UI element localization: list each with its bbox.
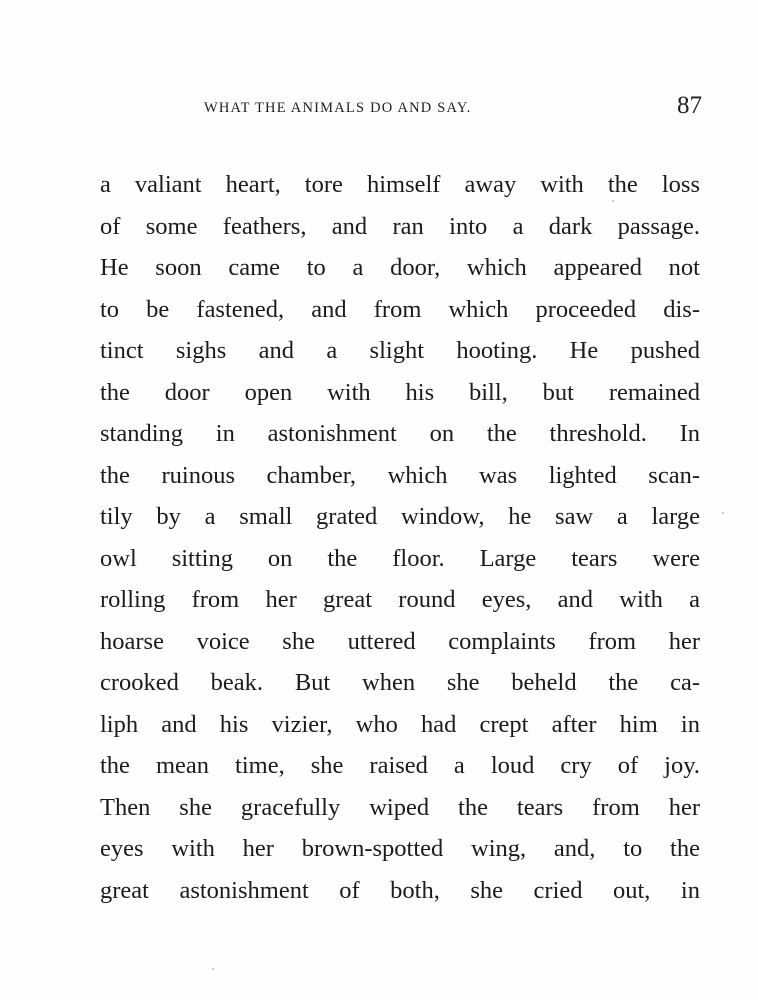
page-number: 87 — [677, 92, 702, 119]
running-title: WHAT THE ANIMALS DO AND SAY. — [204, 100, 472, 116]
text-line: Then she gracefully wiped the tears from her — [100, 793, 700, 821]
text-line: He soon came to a door, which appeared not — [100, 254, 700, 281]
text-line: the door open with his bill, but remained — [100, 378, 700, 406]
text-line: the mean time, she raised a loud cry of joy. — [100, 752, 700, 779]
paper-speck — [722, 512, 724, 514]
text-line: liph and his vizier, who had crept after him in — [100, 710, 700, 738]
text-line: of some feathers, and ran into a dark passage. — [100, 212, 700, 240]
text-line: owl sitting on the floor. Large tears were — [100, 544, 700, 572]
text-line: great astonishment of both, she cried out, in — [100, 876, 700, 904]
body-text — [100, 164, 700, 911]
paper-speck — [612, 200, 614, 202]
text-line: to be fastened, and from which proceeded dis- — [100, 295, 700, 323]
text-line: the ruinous chamber, which was lighted scan- — [100, 461, 700, 489]
text-line: eyes with her brown-spotted wing, and, to the — [100, 835, 700, 862]
text-line: rolling from her great round eyes, and with a — [100, 586, 700, 613]
text-line: crooked beak. But when she beheld the ca- — [100, 669, 700, 696]
text-line: standing in astonishment on the threshold. In — [100, 420, 700, 447]
text-line: tinct sighs and a slight hooting. He pushed — [100, 337, 700, 364]
paper-speck — [212, 968, 214, 970]
text-line: tily by a small grated window, he saw a large — [100, 503, 700, 530]
running-head — [100, 92, 704, 122]
text-line: hoarse voice she uttered complaints from her — [100, 627, 700, 655]
text-line: a valiant heart, tore himself away with the loss — [100, 171, 700, 198]
